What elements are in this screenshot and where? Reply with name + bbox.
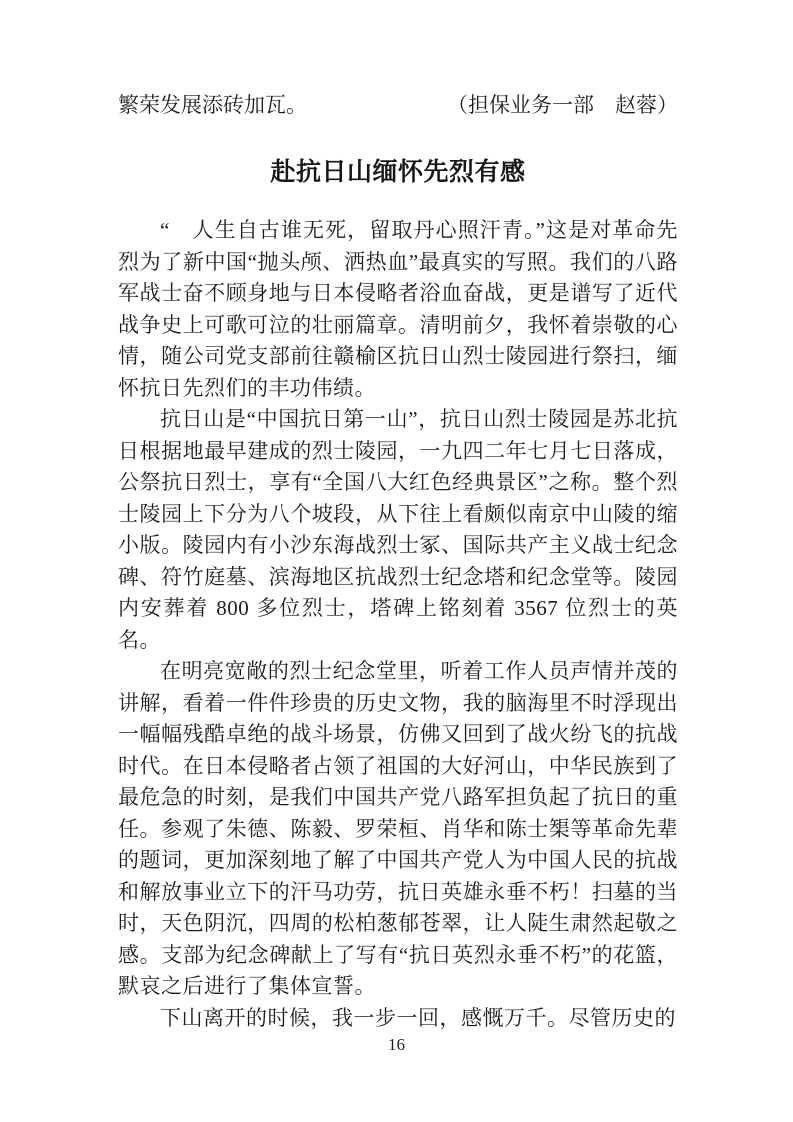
- article-title: 赴抗日山缅怀先烈有感: [270, 158, 526, 186]
- page-content: [118, 92, 678, 1034]
- article-paragraph-2: 抗日山是“中国抗日第一山”，抗日山烈士陵园是苏北抗日根据地最早建成的烈士陵园，一九四二年七月七日落成，公祭抗日烈士，享有“全国八大红色经典景区”之称。整个烈士陵园上下分为八个坡段，从下往上看颇似南京中山陵的缩小版。陵园内有小沙东海战烈士冢、国际共产主义战士纪念碑、符竹庭墓、滨海地区抗战烈士纪念塔和纪念堂等。陵园内安葬着 800 多位烈士，塔碑上铭刻着 3567 位烈士的英名。: [118, 407, 678, 652]
- closing-text: 繁荣发展添砖加瓦。: [118, 93, 307, 117]
- author-attribution: （担保业务一部 赵蓉）: [447, 93, 678, 117]
- article-paragraph-4: 下山离开的时候，我一步一回，感慨万千。尽管历史的: [160, 1005, 676, 1030]
- page-number: 16: [388, 1035, 405, 1054]
- article-paragraph-3: 在明亮宽敞的烈士纪念堂里，听着工作人员声情并茂的讲解，看着一件件珍贵的历史文物，我的脑海里不时浮现出一幅幅残酷卓绝的战斗场景，仿佛又回到了战火纷飞的抗战时代。在日本侵略者占领了祖国的大好河山，中华民族到了最危急的时刻，是我们中国共产党八路军担负起了抗日的重任。参观了朱德、陈毅、罗荣桓、肖华和陈士榘等革命先辈的题词，更加深刻地了解了中国共产党人为中国人民的抗战和解放事业立下的汗马功劳，抗日英雄永垂不朽！扫墓的当时，天色阴沉，四周的松柏葱郁苍翠，让人陡生肃然起敬之感。支部为纪念碑献上了写有“抗日英烈永垂不朽”的花篮，默哀之后进行了集体宣誓。: [118, 659, 678, 998]
- article-paragraph-1: “ 人生自古谁无死，留取丹心照汗青。”这是对革命先烈为了新中国“抛头颅、洒热血”最真实的写照。我们的八路军战士奋不顾身地与日本侵略者浴血奋战，更是谱写了近代战争史上可歌可泣的壮丽篇章。清明前夕，我怀着崇敬的心情，随公司党支部前往赣榆区抗日山烈士陵园进行祭扫，缅怀抗日先烈们的丰功伟绩。: [118, 218, 678, 400]
- closing-line-row: [118, 92, 678, 119]
- article-body: [118, 215, 678, 1034]
